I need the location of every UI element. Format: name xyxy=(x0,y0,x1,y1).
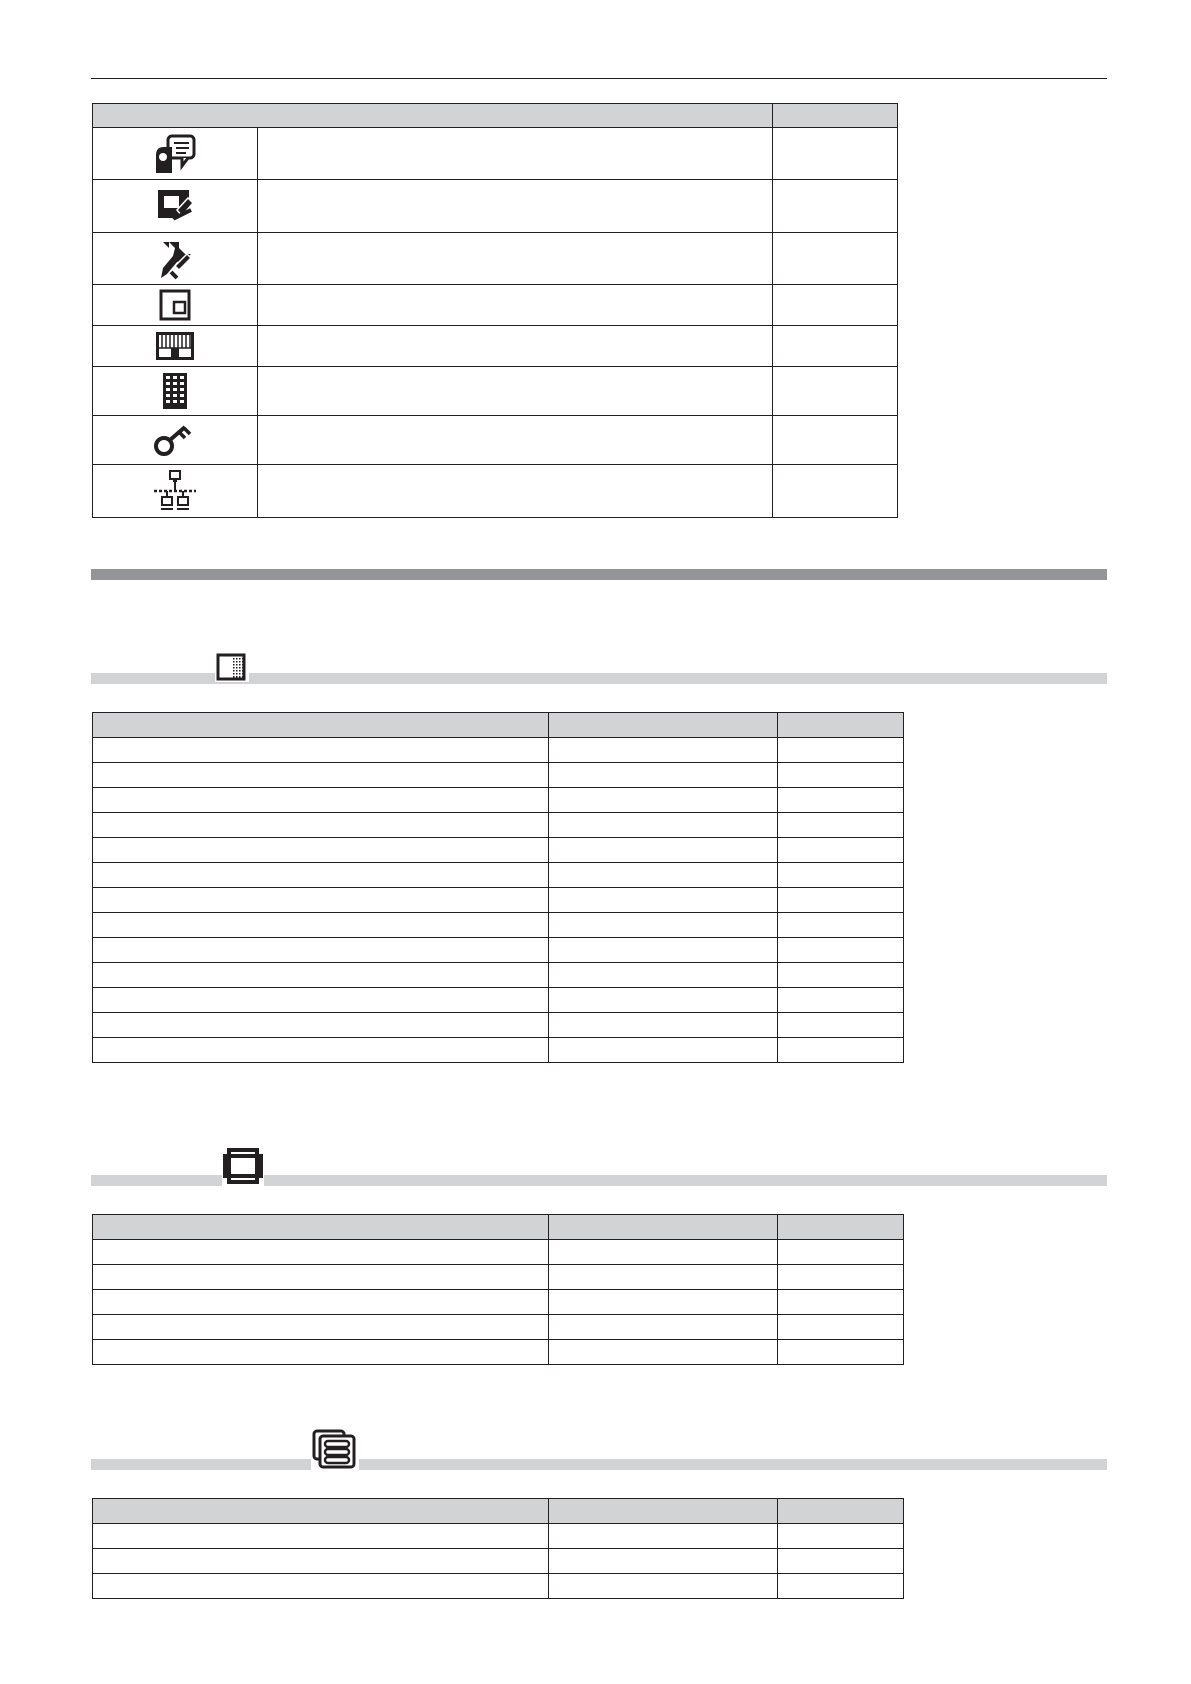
multi-display-wall-icon xyxy=(156,332,194,360)
table-row xyxy=(93,128,898,180)
key-icon xyxy=(153,423,197,457)
table-row xyxy=(93,913,904,938)
icon-cell xyxy=(93,416,258,465)
icon-cell xyxy=(93,180,258,233)
table-row xyxy=(93,1524,904,1549)
header-cell xyxy=(549,1215,778,1240)
building-icon xyxy=(162,372,188,410)
settings-table-2 xyxy=(92,1214,904,1365)
table-row xyxy=(93,180,898,233)
description-cell xyxy=(258,180,773,233)
table-row xyxy=(93,285,898,326)
table-row xyxy=(93,1240,904,1265)
gradient-square-icon xyxy=(215,652,249,682)
table-row xyxy=(93,813,904,838)
icon-cell xyxy=(93,367,258,416)
description-cell xyxy=(258,233,773,285)
table-row xyxy=(93,738,904,763)
page-cell xyxy=(773,180,898,233)
description-cell xyxy=(258,128,773,180)
header-cell xyxy=(93,713,549,738)
icon-cell xyxy=(93,233,258,285)
table-row xyxy=(93,326,898,367)
header-cell xyxy=(778,1215,904,1240)
table-row xyxy=(93,988,904,1013)
table-row xyxy=(93,1038,904,1063)
table-row xyxy=(93,1265,904,1290)
header-cell xyxy=(93,1215,549,1240)
icon-cell xyxy=(93,285,258,326)
icon-menu-table xyxy=(92,103,898,518)
header-cell xyxy=(773,104,898,128)
table-header xyxy=(93,1215,904,1240)
icon-cell xyxy=(93,465,258,518)
display-pen-check-icon xyxy=(155,186,195,226)
overlapping-frames-icon xyxy=(222,1146,264,1186)
speech-bubble-person-icon xyxy=(152,133,198,175)
stacked-list-icon xyxy=(311,1428,359,1470)
table-row xyxy=(93,788,904,813)
header-cell xyxy=(549,713,778,738)
page-cell xyxy=(773,233,898,285)
settings-table-1 xyxy=(92,712,904,1063)
wrench-screwdriver-icon xyxy=(157,238,193,280)
page-cell xyxy=(773,285,898,326)
table-row xyxy=(93,1340,904,1365)
description-cell xyxy=(258,416,773,465)
table-header xyxy=(93,1499,904,1524)
header-cell xyxy=(93,104,773,128)
header-cell xyxy=(778,713,904,738)
header-cell xyxy=(549,1499,778,1524)
page-cell xyxy=(773,367,898,416)
table-row xyxy=(93,938,904,963)
section-divider-bar xyxy=(91,569,1107,580)
page-cell xyxy=(773,465,898,518)
icon-cell xyxy=(93,326,258,367)
subsection-bar xyxy=(91,1459,1107,1470)
table-row xyxy=(93,963,904,988)
description-cell xyxy=(258,367,773,416)
top-rule xyxy=(91,78,1107,79)
table-row xyxy=(93,1013,904,1038)
table-row xyxy=(93,1315,904,1340)
page-cell xyxy=(773,326,898,367)
page-cell xyxy=(773,416,898,465)
table-row xyxy=(93,416,898,465)
table-row xyxy=(93,838,904,863)
network-icon xyxy=(152,469,198,513)
table-row xyxy=(93,465,898,518)
description-cell xyxy=(258,285,773,326)
icon-cell xyxy=(93,128,258,180)
picture-in-picture-icon xyxy=(159,289,191,321)
description-cell xyxy=(258,465,773,518)
table-row xyxy=(93,1290,904,1315)
table-row xyxy=(93,1574,904,1599)
table-row xyxy=(93,233,898,285)
description-cell xyxy=(258,326,773,367)
table-row xyxy=(93,367,898,416)
table-header xyxy=(93,104,898,128)
table-row xyxy=(93,888,904,913)
table-row xyxy=(93,763,904,788)
table-row xyxy=(93,863,904,888)
settings-table-3 xyxy=(92,1498,904,1599)
table-header xyxy=(93,713,904,738)
table-row xyxy=(93,1549,904,1574)
header-cell xyxy=(93,1499,549,1524)
page-cell xyxy=(773,128,898,180)
header-cell xyxy=(778,1499,904,1524)
